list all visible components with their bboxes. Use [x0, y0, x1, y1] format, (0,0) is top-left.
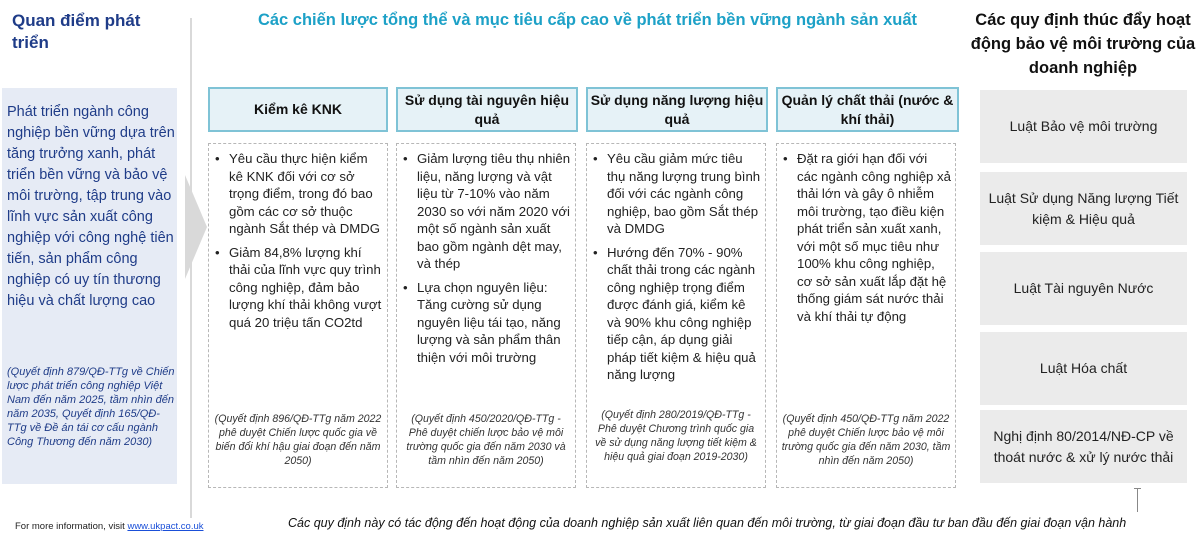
connector-line — [1137, 488, 1138, 512]
footer-note: Các quy định này có tác động đến hoạt động của doanh nghiệp sản xuất liên quan đến môi trường, từ giai đoạn đầu tư ban đầu đến giai đoạn vận hành — [288, 516, 1127, 530]
regulation-box: Nghị định 80/2014/NĐ-CP về thoát nước & xử lý nước thải — [980, 410, 1187, 483]
list-item: • Giảm lượng tiêu thụ nhiên liệu, năng lượng và vật liệu từ 7-10% vào năm 2030 so với năm 2020 với một số ngành sản xuất bao gồm ngành dệt may, và thép — [403, 151, 571, 271]
column-note: (Quyết định 280/2019/QĐ-TTg - Phê duyệt Chương trình quốc gia về sử dụng năng lượng tiết kiệm & hiệu quả giai đoạn 2019-2030) — [595, 409, 757, 463]
column-heading-ghg: Kiểm kê KNK — [208, 87, 388, 132]
list-item: • Yêu cầu giảm mức tiêu thụ năng lượng trung bình đối với các ngành công nghiệp, bao gồm Sắt thép và DMDG — [593, 151, 761, 236]
regulation-box: Luật Sử dụng Năng lượng Tiết kiệm & Hiệu quả — [980, 172, 1187, 245]
middle-title: Các chiến lược tổng thể và mục tiêu cấp cao về phát triển bền vững ngành sản xuất — [257, 11, 918, 29]
bullet-list — [403, 150, 571, 372]
regulation-box: Luật Tài nguyên Nước — [980, 252, 1187, 325]
bullet-list — [593, 150, 761, 390]
left-note: (Quyết định 879/QĐ-TTg về Chiến lược phát triển công nghiệp Việt Nam đến năm 2025, tầm nhìn đến năm 2035, Quyết định 165/QĐ-TTg về Đề án tái cơ cấu ngành Công Thương đến năm 2030) — [7, 366, 175, 448]
column-body-energy — [586, 143, 766, 488]
list-item: • Yêu cầu thực hiện kiểm kê KNK đối với cơ sở trọng điểm, trong đó bao gồm các cơ sở thuộc ngành Sắt thép và DMDG — [215, 151, 381, 236]
right-title: Các quy định thúc đẩy hoạt động bảo vệ môi trường của doanh nghiệp — [970, 11, 1196, 77]
footer-info — [15, 521, 204, 532]
list-item: • Lựa chọn nguyên liệu: Tăng cường sử dụng nguyên liệu tái tạo, năng lượng và sản phẩm thân thiện với môi trường — [403, 279, 561, 365]
list-item: • Đặt ra giới hạn đối với các ngành công nghiệp xả thải lớn và gây ô nhiễm môi trường, tạo điều kiện phát triển sản xuất xanh, với một số mục tiêu như 100% khu công nghiệp, cơ sở sản xuất lắp đặt hệ thống giám sát nước thải và khí thải tự động — [783, 151, 951, 324]
column-body-resource — [396, 143, 576, 488]
list-item: • Hướng đến 70% - 90% chất thải trong các ngành công nghiệp trọng điểm được đánh giá, kiểm kê và 90% khu công nghiệp tiếp cận, áp dụng giải pháp tiết kiệm & hiệu quả năng lượng — [593, 244, 756, 382]
bullet-list — [215, 150, 383, 337]
column-heading-energy: Sử dụng năng lượng hiệu quả — [586, 87, 768, 132]
column-note: (Quyết định 450/2020/QĐ-TTg - Phê duyệt chiến lược bảo vệ môi trường quốc gia đến năm 2030 và tầm nhìn đến năm 2050) — [406, 413, 566, 467]
regulation-box: Luật Bảo vệ môi trường — [980, 90, 1187, 163]
right-arrow-icon — [185, 175, 207, 279]
left-title: Quan điểm phát triển — [12, 11, 141, 52]
list-item: • Giảm 84,8% lượng khí thải của lĩnh vực quy trình công nghiệp, đảm bảo lượng khí thải không vượt quá 20 triệu tấn CO2td — [215, 244, 382, 330]
footer-link[interactable]: www.ukpact.co.uk — [127, 521, 204, 532]
column-note: (Quyết định 450/QĐ-TTg năm 2022 phê duyệt Chiến lược bảo vệ môi trường quốc gia đến năm 2030, tầm nhìn đến năm 2050) — [781, 413, 951, 467]
column-body-ghg — [208, 143, 388, 488]
left-body-text: Phát triển ngành công nghiệp bền vững dựa trên tăng trưởng xanh, phát triển bền vững và bảo vệ môi trường, tập trung vào lĩnh vực sản xuất công nghiệp với công nghệ tiên tiến, sản phẩm công nghiệp có uy tín thương hiệu và chất lượng cao — [7, 104, 175, 309]
bullet-list — [783, 150, 951, 331]
column-heading-resource: Sử dụng tài nguyên hiệu quả — [396, 87, 578, 132]
column-heading-waste: Quản lý chất thải (nước & khí thải) — [776, 87, 959, 132]
column-note: (Quyết định 896/QĐ-TTg năm 2022 phê duyệt Chiến lược quốc gia về biến đổi khí hậu giai đoạn đến năm 2050) — [214, 413, 382, 467]
column-body-waste — [776, 143, 956, 488]
connector-tick — [1134, 488, 1141, 489]
footer-info-prefix: For more information, visit — [15, 521, 125, 532]
regulation-box: Luật Hóa chất — [980, 332, 1187, 405]
